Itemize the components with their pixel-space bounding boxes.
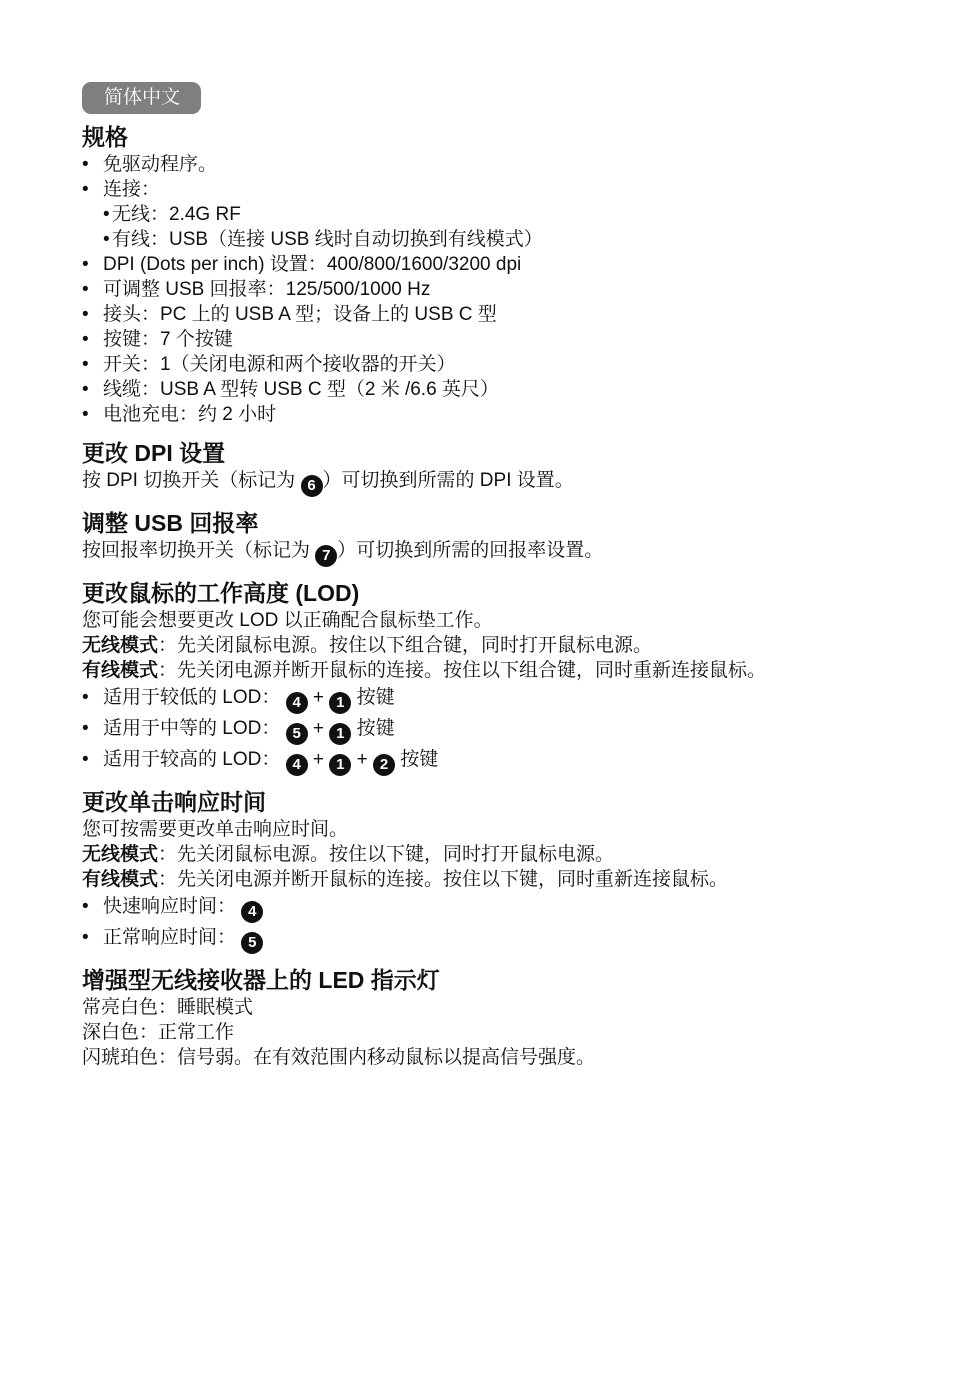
lod-option-medium	[82, 714, 882, 745]
click-option-label: 快速响应时间：	[103, 896, 237, 917]
spec-item: • 免驱动程序。	[82, 152, 882, 177]
plus-sign: +	[312, 687, 325, 708]
lod-wireless-label: 无线模式	[82, 635, 159, 656]
marker-6-icon: 6	[301, 475, 323, 497]
spec-item: • DPI (Dots per inch) 设置：400/800/1600/3200 dpi	[82, 252, 882, 277]
click-wireless-mode	[82, 842, 882, 867]
dpi-text-after: ）可切换到所需的 DPI 设置。	[322, 470, 574, 491]
led-line: 常亮白色：睡眠模式	[82, 997, 254, 1018]
key-4-icon: 4	[241, 901, 263, 923]
lod-option-suffix: 按键	[400, 749, 439, 770]
spec-item: • 线缆：USB A 型转 USB C 型（2 米 /6.6 英尺）	[82, 377, 882, 402]
key-5-icon: 5	[286, 723, 308, 745]
click-option-label: 正常响应时间：	[103, 927, 237, 948]
lod-option-low	[82, 683, 882, 714]
click-wireless-label: 无线模式	[82, 844, 159, 865]
key-5-icon: 5	[241, 932, 263, 954]
usb-rate-heading: 调整 USB 回报率	[82, 510, 259, 536]
lod-wired-text: ：先关闭电源并断开鼠标的连接。按住以下组合键，同时重新连接鼠标。	[158, 660, 767, 681]
lod-wired-label: 有线模式	[82, 660, 159, 681]
marker-7-icon: 7	[315, 545, 337, 567]
connection-sublist	[82, 202, 882, 252]
usb-rate-text	[82, 538, 882, 567]
click-options	[82, 892, 882, 954]
click-wired-label: 有线模式	[82, 869, 159, 890]
key-2-icon: 2	[373, 754, 395, 776]
lod-heading: 更改鼠标的工作高度 (LOD)	[82, 580, 360, 606]
click-option-fast	[82, 892, 882, 923]
dpi-text-before: 按 DPI 切换开关（标记为	[82, 470, 301, 491]
key-4-icon: 4	[286, 692, 308, 714]
click-heading: 更改单击响应时间	[82, 789, 266, 815]
spec-item: • 开关：1（关闭电源和两个接收器的开关）	[82, 352, 882, 377]
specs-list	[82, 152, 882, 202]
lod-option-suffix: 按键	[356, 718, 395, 739]
key-1-icon: 1	[329, 692, 351, 714]
lod-wired-mode	[82, 658, 882, 683]
lod-intro: 您可能会想要更改 LOD 以正确配合鼠标垫工作。	[82, 610, 493, 631]
dpi-text	[82, 468, 882, 497]
key-4-icon: 4	[286, 754, 308, 776]
key-1-icon: 1	[329, 754, 351, 776]
specs-heading: 规格	[82, 124, 128, 150]
click-option-normal	[82, 923, 882, 954]
led-line: 深白色：正常工作	[82, 1022, 235, 1043]
spec-item: • 可调整 USB 回报率：125/500/1000 Hz	[82, 277, 882, 302]
lod-option-label: 适用于较低的 LOD：	[103, 687, 281, 708]
lod-option-suffix: 按键	[356, 687, 395, 708]
dpi-heading: 更改 DPI 设置	[82, 440, 226, 466]
connection-sub-item: • 无线：2.4G RF	[103, 202, 882, 227]
led-heading: 增强型无线接收器上的 LED 指示灯	[82, 967, 440, 993]
lod-option-high	[82, 745, 882, 776]
spec-item-label: 连接：	[103, 179, 161, 200]
lod-option-label: 适用于较高的 LOD：	[103, 749, 281, 770]
plus-sign: +	[312, 718, 325, 739]
usb-rate-text-after: ）可切换到所需的回报率设置。	[337, 540, 604, 561]
led-line: 闪琥珀色：信号弱。在有效范围内移动鼠标以提高信号强度。	[82, 1047, 596, 1068]
click-wired-text: ：先关闭电源并断开鼠标的连接。按住以下键，同时重新连接鼠标。	[158, 869, 729, 890]
spec-item: • 电池充电：约 2 小时	[82, 402, 882, 427]
connection-sub-item: • 有线：USB（连接 USB 线时自动切换到有线模式）	[103, 227, 882, 252]
specs-list-continued	[82, 252, 882, 427]
click-intro: 您可按需要更改单击响应时间。	[82, 819, 349, 840]
plus-sign: +	[356, 749, 368, 770]
lod-wireless-text: ：先关闭鼠标电源。按住以下组合键，同时打开鼠标电源。	[158, 635, 653, 656]
spec-item: • 按键：7 个按键	[82, 327, 882, 352]
click-wired-mode	[82, 867, 882, 892]
lod-option-label: 适用于中等的 LOD：	[103, 718, 281, 739]
usb-rate-text-before: 按回报率切换开关（标记为	[82, 540, 316, 561]
manual-page	[82, 82, 882, 1070]
spec-item: • 接头：PC 上的 USB A 型；设备上的 USB C 型	[82, 302, 882, 327]
plus-sign: +	[312, 749, 325, 770]
language-tab: 简体中文	[82, 82, 201, 114]
click-wireless-text: ：先关闭鼠标电源。按住以下键，同时打开鼠标电源。	[158, 844, 615, 865]
lod-wireless-mode	[82, 633, 882, 658]
lod-options	[82, 683, 882, 776]
key-1-icon: 1	[329, 723, 351, 745]
spec-item	[82, 177, 882, 202]
